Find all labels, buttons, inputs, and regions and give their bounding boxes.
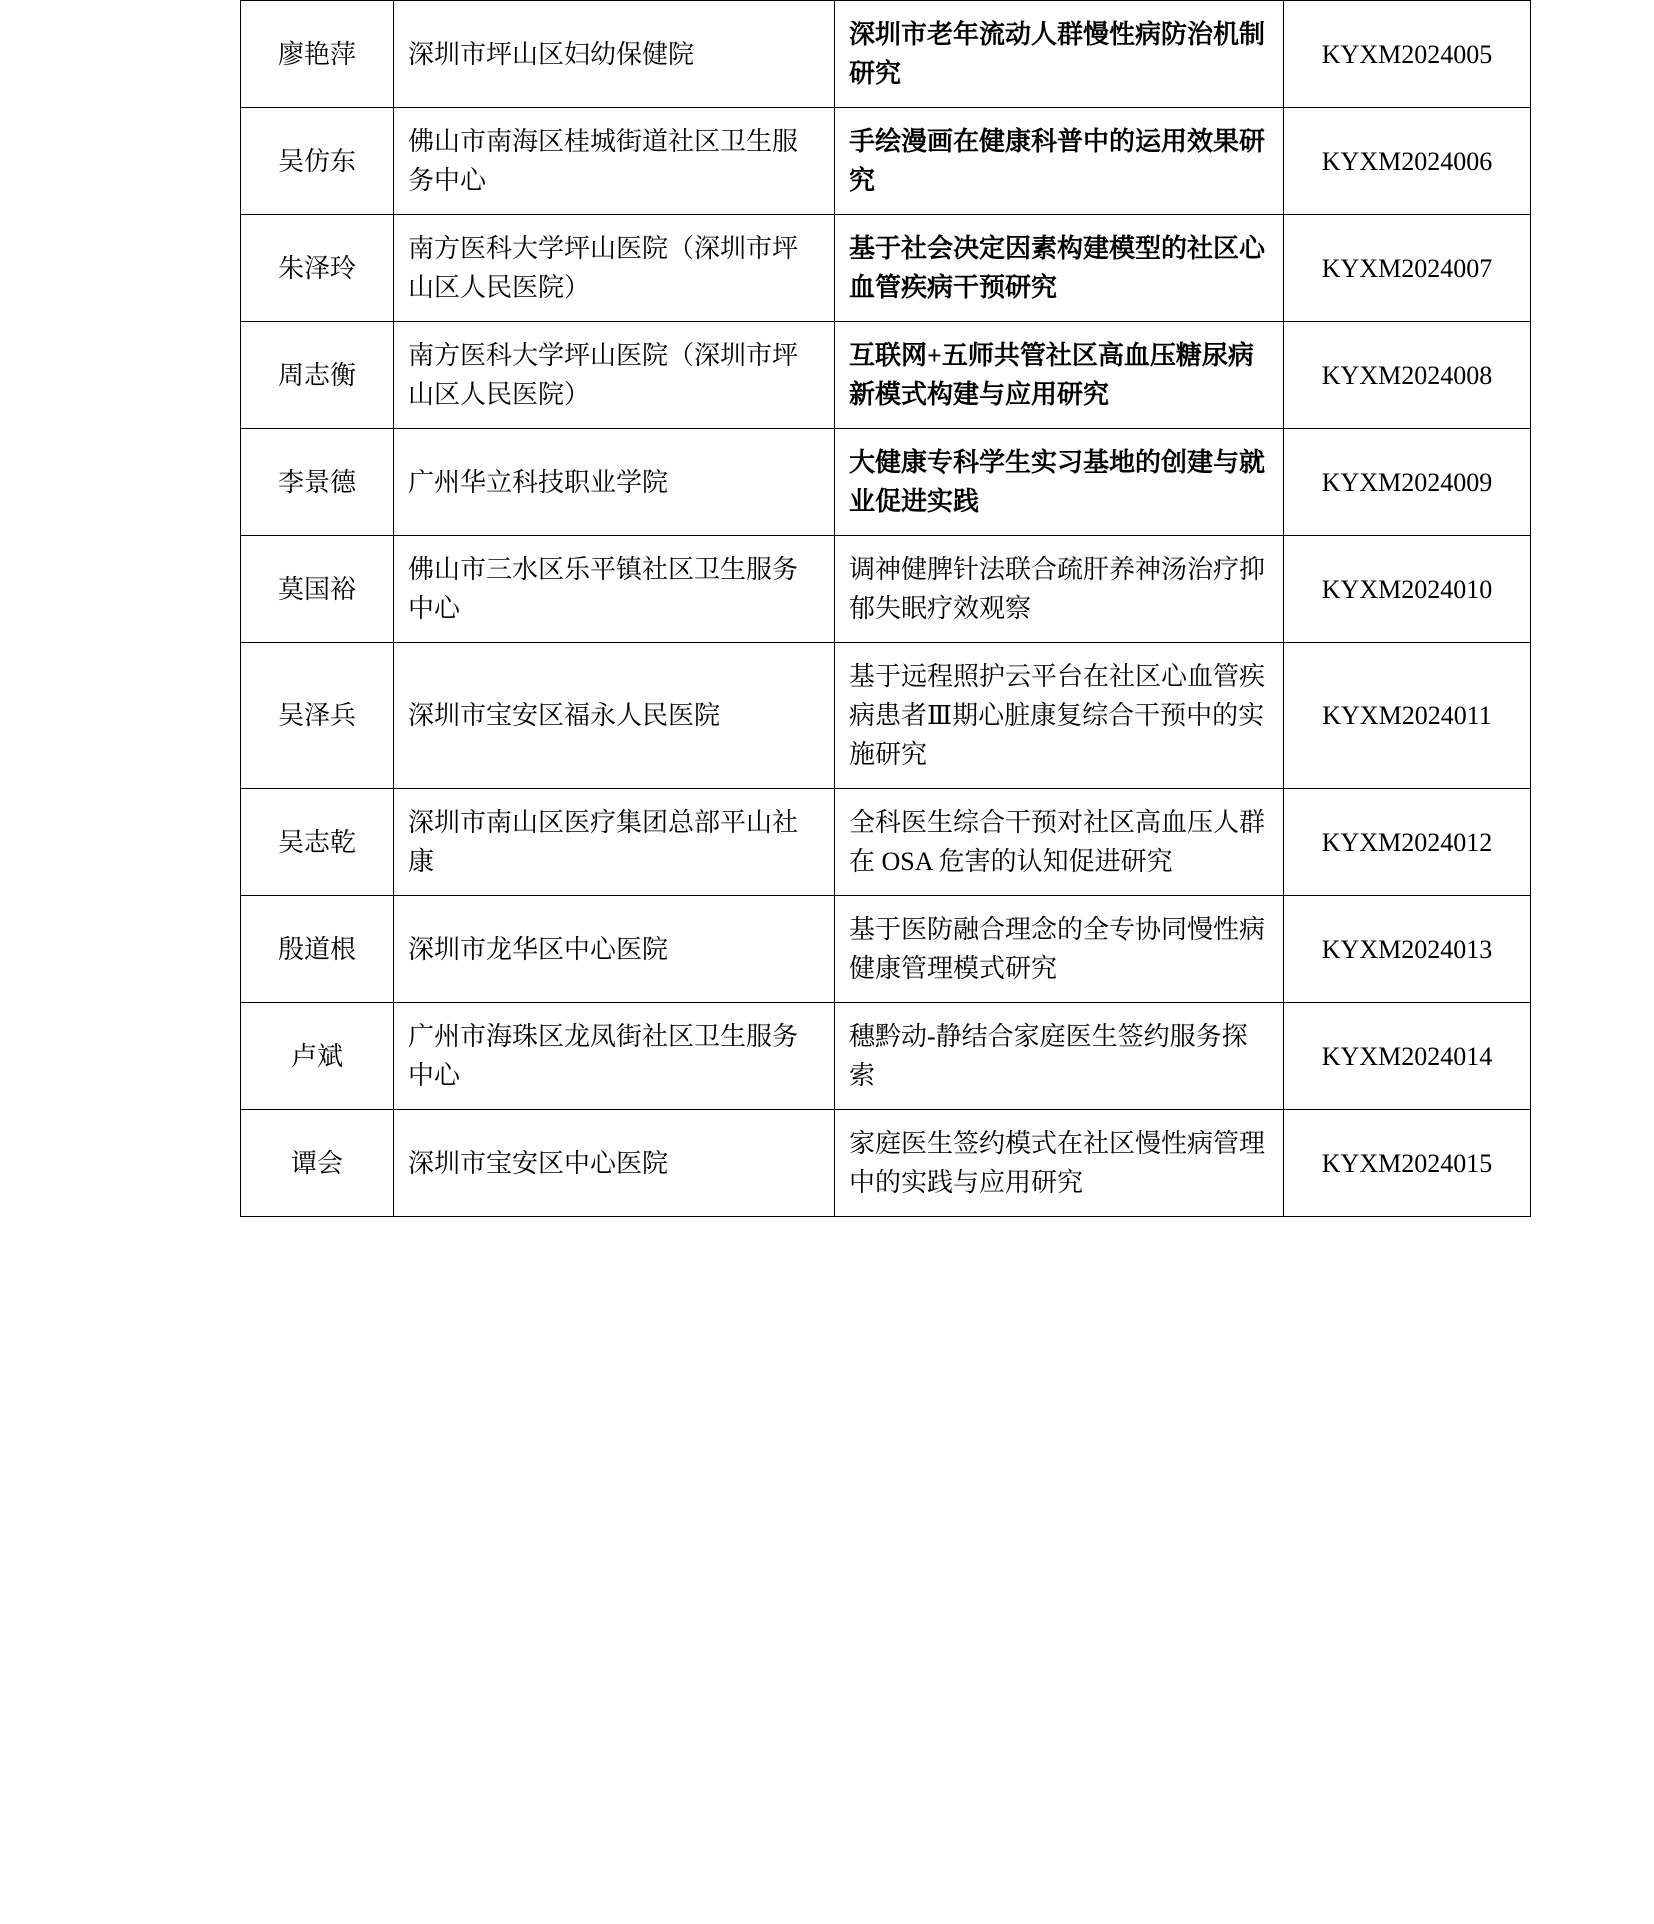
- table-row: [241, 322, 1531, 429]
- cell-project-title: 深圳市老年流动人群慢性病防治机制研究: [835, 1, 1284, 108]
- cell-researcher-name: 莫国裕: [241, 536, 394, 643]
- table-row: [241, 1110, 1531, 1217]
- table-row: [241, 215, 1531, 322]
- cell-organization: 佛山市三水区乐平镇社区卫生服务中心: [394, 536, 835, 643]
- cell-project-title: 大健康专科学生实习基地的创建与就业促进实践: [835, 429, 1284, 536]
- cell-organization: 广州市海珠区龙凤街社区卫生服务中心: [394, 1003, 835, 1110]
- table-row: [241, 896, 1531, 1003]
- cell-project-code: KYXM2024014: [1284, 1003, 1531, 1110]
- table-row: [241, 429, 1531, 536]
- cell-project-code: KYXM2024005: [1284, 1, 1531, 108]
- cell-project-title: 全科医生综合干预对社区高血压人群在 OSA 危害的认知促进研究: [835, 789, 1284, 896]
- cell-project-code: KYXM2024006: [1284, 108, 1531, 215]
- cell-organization: 深圳市坪山区妇幼保健院: [394, 1, 835, 108]
- cell-organization: 南方医科大学坪山医院（深圳市坪山区人民医院）: [394, 215, 835, 322]
- cell-project-code: KYXM2024008: [1284, 322, 1531, 429]
- cell-project-title: 手绘漫画在健康科普中的运用效果研究: [835, 108, 1284, 215]
- cell-project-code: KYXM2024011: [1284, 643, 1531, 789]
- cell-project-title: 基于医防融合理念的全专协同慢性病健康管理模式研究: [835, 896, 1284, 1003]
- cell-researcher-name: 朱泽玲: [241, 215, 394, 322]
- cell-organization: 南方医科大学坪山医院（深圳市坪山区人民医院）: [394, 322, 835, 429]
- cell-researcher-name: 周志衡: [241, 322, 394, 429]
- cell-project-title: 家庭医生签约模式在社区慢性病管理中的实践与应用研究: [835, 1110, 1284, 1217]
- cell-researcher-name: 吴仿东: [241, 108, 394, 215]
- project-list-table: [240, 0, 1531, 1217]
- cell-project-title: 调神健脾针法联合疏肝养神汤治疗抑郁失眠疗效观察: [835, 536, 1284, 643]
- cell-organization: 佛山市南海区桂城街道社区卫生服务中心: [394, 108, 835, 215]
- cell-project-code: KYXM2024015: [1284, 1110, 1531, 1217]
- cell-organization: 深圳市龙华区中心医院: [394, 896, 835, 1003]
- cell-researcher-name: 卢斌: [241, 1003, 394, 1110]
- cell-project-code: KYXM2024009: [1284, 429, 1531, 536]
- cell-project-code: KYXM2024007: [1284, 215, 1531, 322]
- table-body: [241, 1, 1531, 1217]
- cell-project-title: 穗黔动-静结合家庭医生签约服务探索: [835, 1003, 1284, 1110]
- cell-researcher-name: 廖艳萍: [241, 1, 394, 108]
- cell-researcher-name: 吴泽兵: [241, 643, 394, 789]
- cell-project-code: KYXM2024012: [1284, 789, 1531, 896]
- cell-organization: 深圳市南山区医疗集团总部平山社康: [394, 789, 835, 896]
- table-row: [241, 1, 1531, 108]
- cell-project-title: 基于社会决定因素构建模型的社区心血管疾病干预研究: [835, 215, 1284, 322]
- cell-organization: 广州华立科技职业学院: [394, 429, 835, 536]
- table-row: [241, 789, 1531, 896]
- table-row: [241, 108, 1531, 215]
- cell-organization: 深圳市宝安区福永人民医院: [394, 643, 835, 789]
- cell-researcher-name: 谭会: [241, 1110, 394, 1217]
- cell-researcher-name: 吴志乾: [241, 789, 394, 896]
- cell-project-code: KYXM2024010: [1284, 536, 1531, 643]
- cell-organization: 深圳市宝安区中心医院: [394, 1110, 835, 1217]
- cell-project-code: KYXM2024013: [1284, 896, 1531, 1003]
- cell-researcher-name: 李景德: [241, 429, 394, 536]
- cell-project-title: 互联网+五师共管社区高血压糖尿病新模式构建与应用研究: [835, 322, 1284, 429]
- cell-project-title: 基于远程照护云平台在社区心血管疾病患者Ⅲ期心脏康复综合干预中的实施研究: [835, 643, 1284, 789]
- cell-researcher-name: 殷道根: [241, 896, 394, 1003]
- table-row: [241, 536, 1531, 643]
- table-row: [241, 1003, 1531, 1110]
- table-row: [241, 643, 1531, 789]
